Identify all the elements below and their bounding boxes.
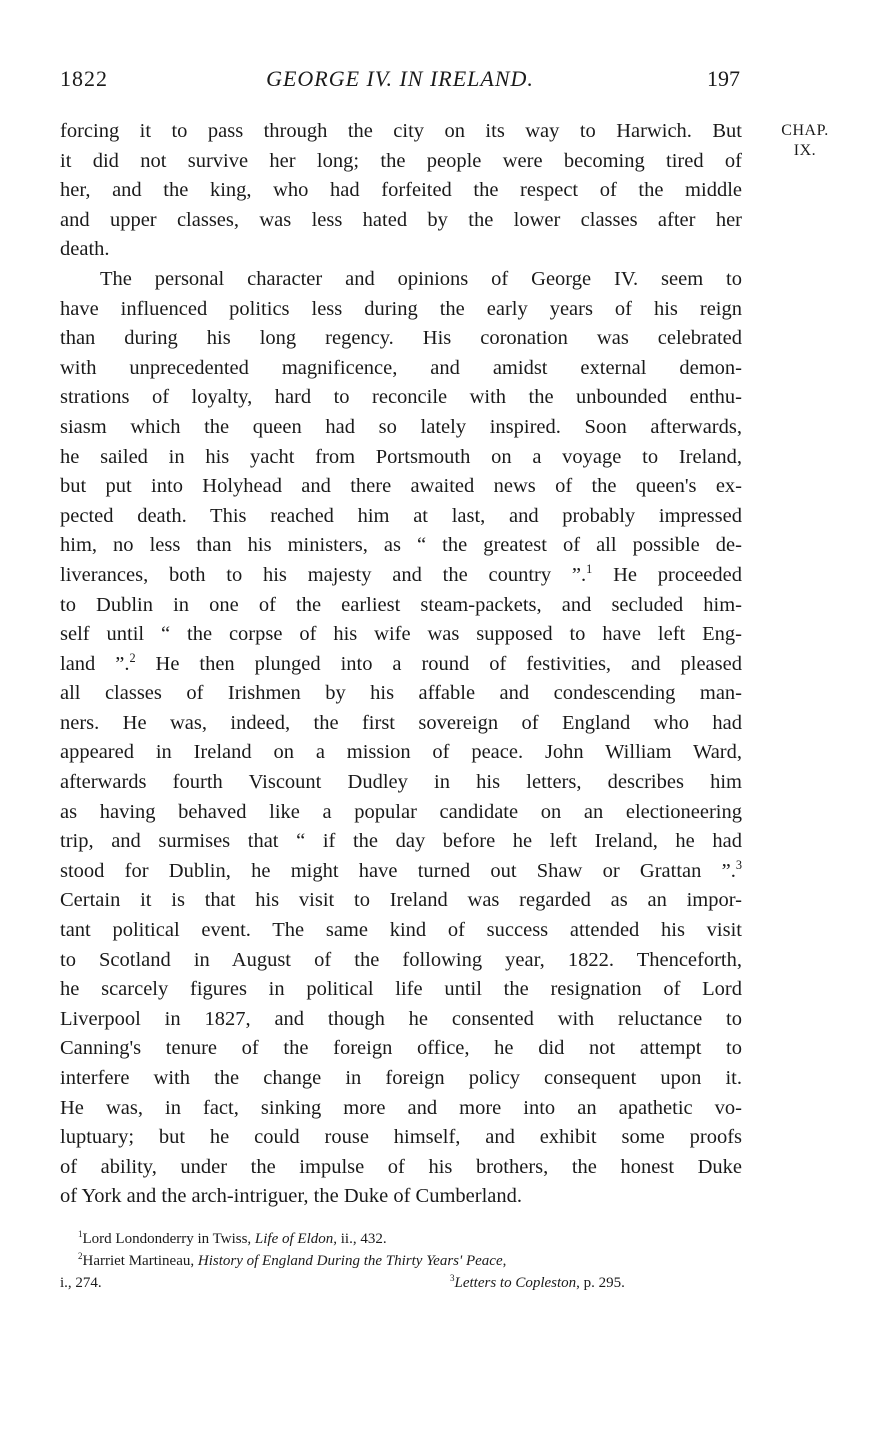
text-line (60, 561, 742, 591)
text-line-tail: He proceeded (592, 563, 742, 586)
text-line: he scarcely figures in political life until the resignation of Lord (60, 978, 742, 1001)
text-line: than during his long regency. His coronation was celebrated (60, 327, 742, 350)
text-line: He was, in fact, sinking more and more into an apathetic vo- (60, 1096, 742, 1119)
text-line: interfere with the change in foreign policy consequent upon it. (60, 1067, 742, 1089)
running-head-year: 1822 (60, 66, 108, 91)
text-line (60, 857, 742, 887)
text-line: have influenced politics less during the early years of his reign (60, 297, 742, 320)
text-line: strations of loyalty, hard to reconcile with the unbounded enthu- (60, 386, 742, 409)
text-line: all classes of Irishmen by his affable and condescending man- (60, 682, 742, 705)
running-head-title: GEORGE IV. IN IRELAND. (266, 66, 534, 91)
chapter-side-note (770, 121, 840, 161)
footnote-ref: 1 (586, 562, 593, 577)
footnotes (60, 1228, 742, 1294)
body-text (60, 117, 742, 1212)
text-line: her, and the king, who had forfeited the respect of the middle (60, 179, 742, 202)
footnote-3 (450, 1272, 625, 1294)
text-line: with unprecedented magnificence, and amidst external demon- (60, 356, 742, 379)
text-line: and upper classes, was less hated by the lower classes after her (60, 208, 742, 231)
text-line: of ability, under the impulse of his brothers, the honest Duke (60, 1155, 742, 1178)
text-line: luptuary; but he could rouse himself, and exhibit some proofs (60, 1126, 742, 1149)
text-line: forcing it to pass through the city on its way to Harwich. But (60, 120, 742, 142)
text-line: but put into Holyhead and there awaited news of the queen's ex- (60, 475, 742, 498)
text-line: of York and the arch-intriguer, the Duke of Cumberland. (60, 1185, 523, 1208)
footnote-title: Life of Eldon (254, 1231, 334, 1247)
text-line: appeared in Ireland on a mission of peace. John William Ward, (60, 741, 742, 764)
footnote-row (60, 1272, 742, 1294)
text-line: to Scotland in August of the following year, 1822. Thenceforth, (60, 948, 742, 971)
footnote-title: History of England During the Thirty Years' Peace (197, 1253, 503, 1269)
side-note-number: IX. (793, 142, 817, 159)
text-line: Canning's tenure of the foreign office, he did not attempt to (60, 1037, 742, 1060)
footnote-2 (60, 1250, 742, 1272)
footnote-punct: , (502, 1253, 507, 1269)
text-line: ners. He was, indeed, the first sovereign of England who had (60, 711, 742, 734)
footnote-ref-text: , ii., 432. (333, 1231, 387, 1247)
text-line: him, no less than his ministers, as “ the greatest of all possible de- (60, 534, 742, 557)
text-line: siasm which the queen had so lately inspired. Soon afterwards, (60, 415, 742, 438)
footnote-mark: 1 (78, 1229, 83, 1239)
side-note-chap: CHAP. (781, 122, 829, 139)
text-line-main: liverances, both to his majesty and the country ”. (60, 563, 587, 586)
text-line: pected death. This reached him at last, and probably impressed (60, 504, 742, 527)
page-number: 197 (707, 66, 740, 91)
text-line: as having behaved like a popular candidate on an electioneering (60, 800, 742, 823)
text-line-tail: He then plunged into a round of festivities, and pleased (135, 652, 742, 675)
text-line: self until “ the corpse of his wife was supposed to have left Eng- (60, 623, 742, 646)
text-line: afterwards fourth Viscount Dudley in his letters, describes him (60, 771, 742, 794)
footnote-text: Lord Londonderry in Twiss, (82, 1231, 255, 1247)
text-line-main: land ”. (60, 652, 130, 675)
footnote-2-ref: i., 274. (60, 1275, 102, 1291)
text-line: Certain it is that his visit to Ireland was regarded as an impor- (60, 889, 742, 912)
footnote-1 (60, 1228, 742, 1250)
text-line: death. (60, 238, 110, 261)
text-line-main: stood for Dublin, he might have turned out Shaw or Grattan ”. (60, 859, 736, 882)
footnote-mark: 2 (78, 1251, 83, 1261)
footnote-ref: 3 (735, 858, 742, 873)
text-line: tant political event. The same kind of success attended his visit (60, 919, 742, 942)
footnote-text: Harriet Martineau, (82, 1253, 198, 1269)
running-head (60, 66, 740, 98)
text-line: The personal character and opinions of George IV. seem to (100, 267, 742, 290)
text-line: to Dublin in one of the earliest steam-packets, and secluded him- (60, 593, 742, 616)
footnote-ref-text: , p. 295. (576, 1275, 625, 1291)
text-line: it did not survive her long; the people were becoming tired of (60, 149, 742, 172)
text-line: Liverpool in 1827, and though he consented with reluctance to (60, 1007, 742, 1030)
footnote-mark: 3 (450, 1273, 455, 1283)
text-line (60, 650, 742, 680)
text-line: trip, and surmises that “ if the day before he left Ireland, he had (60, 830, 742, 853)
text-line: he sailed in his yacht from Portsmouth on a voyage to Ireland, (60, 445, 742, 468)
footnote-title: Letters to Copleston (454, 1275, 577, 1291)
footnote-ref: 2 (129, 650, 136, 665)
